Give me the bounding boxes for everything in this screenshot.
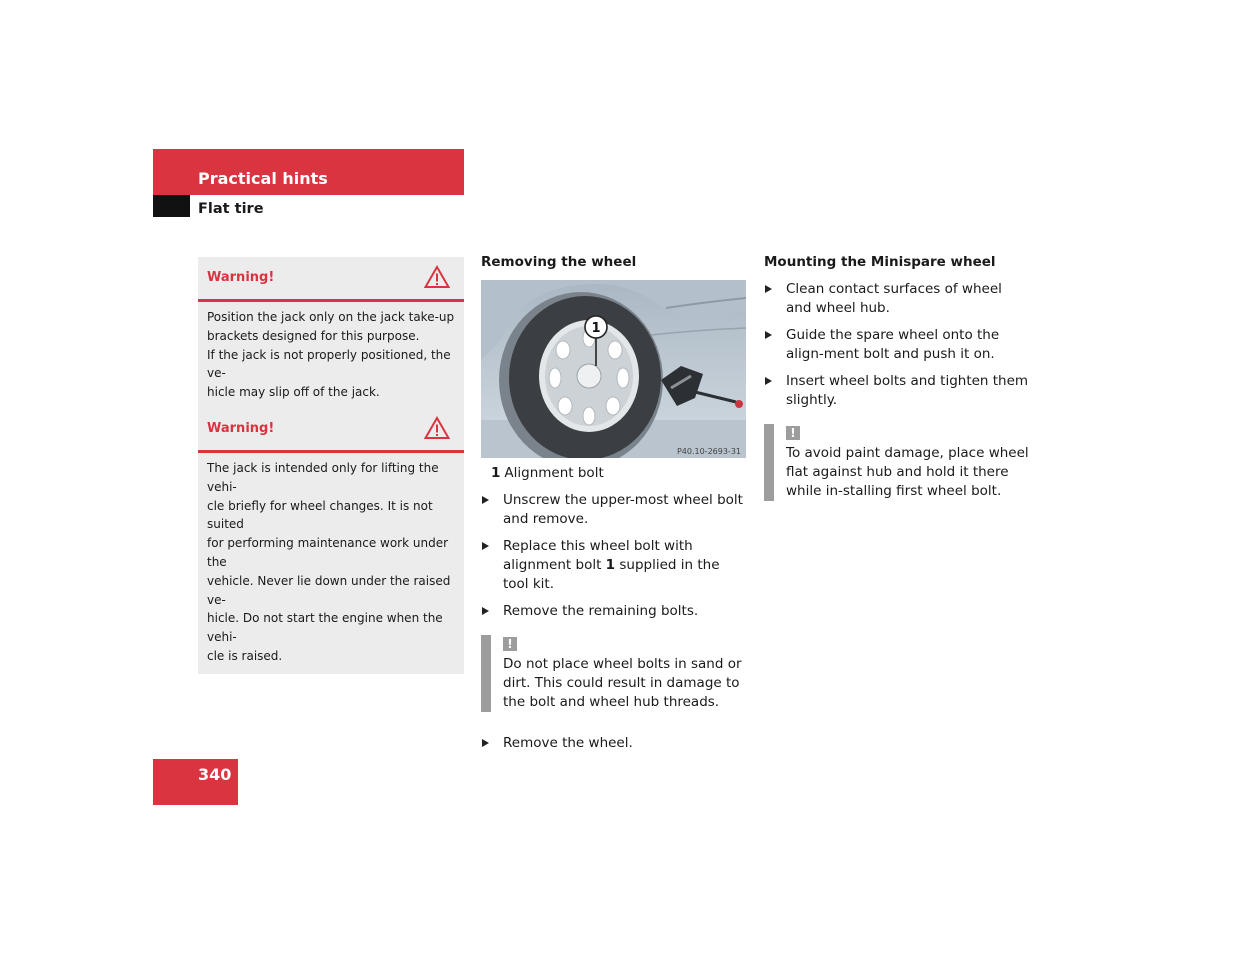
bullet-arrow-icon — [765, 377, 772, 385]
warning-label: Warning! — [207, 421, 275, 436]
warning-triangle-icon — [424, 416, 450, 444]
removing-column — [481, 253, 747, 761]
warning-box-1 — [198, 257, 464, 410]
step-item: Insert wheel bolts and tighten them slightly. — [764, 372, 1030, 410]
mounting-title: Mounting the Minispare wheel — [764, 254, 996, 270]
step-item: Replace this wheel bolt with alignment bolt 1 supplied in the tool kit. — [481, 537, 747, 594]
step-item: Remove the remaining bolts. — [481, 602, 747, 621]
callout-number: 1 — [591, 321, 601, 336]
legend-item: 1 Alignment bolt — [491, 465, 604, 481]
chapter-header — [153, 149, 464, 195]
wheel-illustration — [481, 280, 746, 458]
bullet-arrow-icon — [482, 739, 489, 747]
chapter-title: Practical hints — [198, 169, 328, 188]
mounting-column — [764, 253, 1030, 515]
exclamation-icon: ! — [503, 637, 517, 651]
step-item: Remove the wheel. — [481, 734, 747, 753]
page-number-box — [153, 759, 238, 805]
bullet-arrow-icon — [482, 607, 489, 615]
step-item: Guide the spare wheel onto the align-ment bolt and push it on. — [764, 326, 1030, 364]
image-code: P40.10-2693-31 — [676, 447, 741, 456]
warning-text: Position the jack only on the jack take-up brackets designed for this purpose. If the jack is not properly positioned, the ve- hicle may slip off of the jack. — [207, 310, 455, 400]
note-box — [481, 635, 747, 712]
section-marker — [153, 195, 190, 217]
removing-title: Removing the wheel — [481, 254, 637, 270]
exclamation-icon: ! — [786, 426, 800, 440]
bullet-arrow-icon — [482, 542, 489, 550]
bullet-arrow-icon — [482, 496, 489, 504]
warning-triangle-icon — [424, 265, 450, 293]
step-item: Unscrew the upper-most wheel bolt and remove. — [481, 491, 747, 529]
section-title: Flat tire — [198, 201, 264, 217]
note-box — [764, 424, 1030, 501]
warning-box-2 — [198, 408, 464, 674]
bullet-arrow-icon — [765, 285, 772, 293]
bullet-arrow-icon — [765, 331, 772, 339]
note-text: To avoid paint damage, place wheel flat against hub and hold it there while in-stalling first wheel bolt. — [786, 445, 1029, 499]
page-number: 340 — [198, 765, 232, 784]
warning-label: Warning! — [207, 270, 275, 285]
step-item: Clean contact surfaces of wheel and wheel hub. — [764, 280, 1030, 318]
note-text: Do not place wheel bolts in sand or dirt. This could result in damage to the bolt and wheel hub threads. — [503, 656, 742, 710]
warning-text: The jack is intended only for lifting the vehi- cle briefly for wheel changes. It is not suited for performing maintenance work under the vehicle. Never lie down under the raised ve- hicle. Do not start the engine when the vehi- cle is raised. — [207, 461, 451, 663]
